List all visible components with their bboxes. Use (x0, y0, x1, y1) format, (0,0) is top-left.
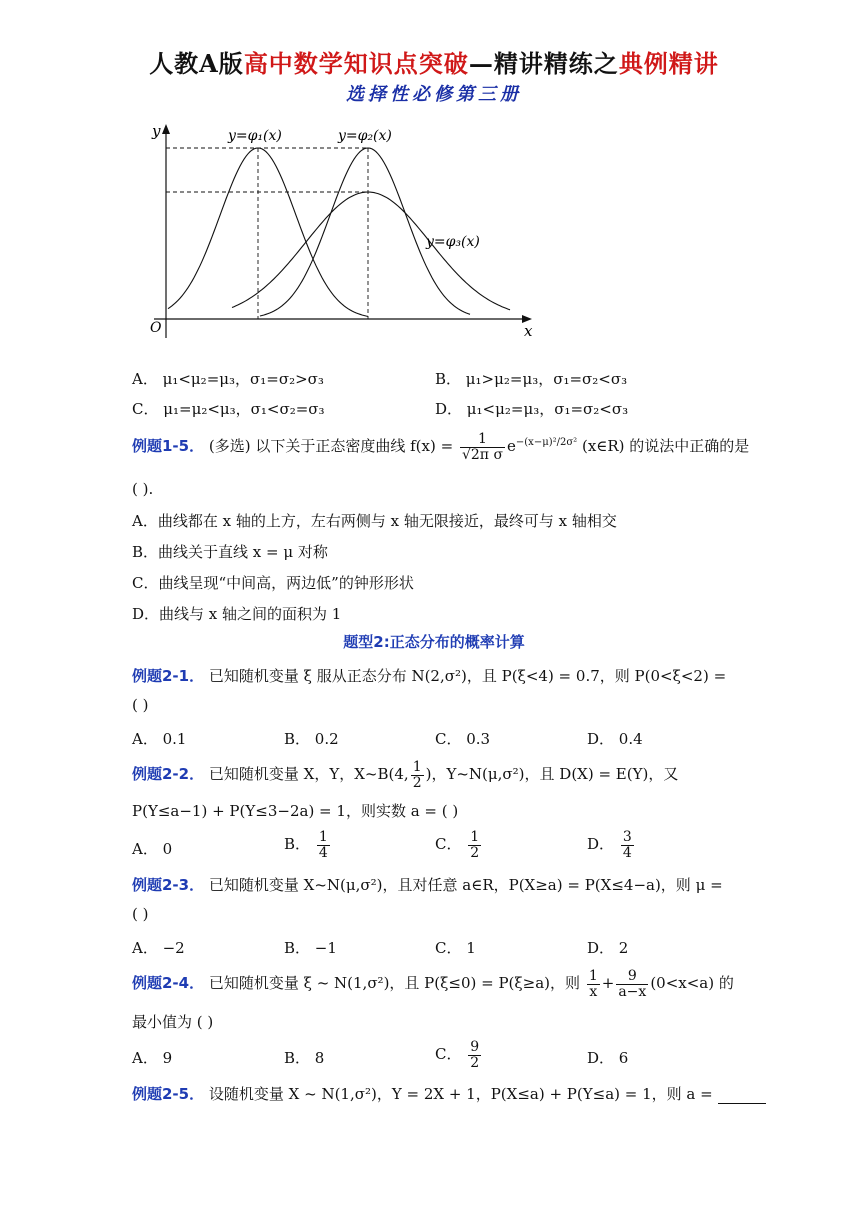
q14-option-b: B． μ₁>μ₂=μ₃，σ₁=σ₂<σ₃ (435, 370, 628, 388)
q14-option-a: A． μ₁<μ₂=μ₃，σ₁=σ₂>σ₃ (132, 370, 324, 388)
q24-option-d: D． 6 (587, 1049, 629, 1067)
header-part3: —精讲精练之 (468, 49, 619, 78)
q15-option-d: D．曲线与 x 轴之间的面积为 1 (132, 605, 342, 623)
q22-d-den: 4 (622, 844, 632, 861)
page-header (0, 44, 868, 79)
curve3-label: y=φ₃(x) (426, 234, 480, 250)
curve1-label: y=φ₁(x) (228, 128, 282, 144)
y-axis-label: y (152, 122, 161, 140)
q24-c-frac (468, 1040, 481, 1070)
x-axis-label: x (524, 322, 533, 340)
q22-option-c (435, 830, 483, 860)
q23-option-d: D． 2 (587, 939, 629, 957)
q25-label: 例题2-5． (132, 1085, 205, 1103)
q22-stem2: P(Y≤a−1) + P(Y≤3−2a) = 1，则实数 a = ( ) (132, 802, 459, 820)
q21-option-a: A． 0.1 (132, 730, 187, 748)
q22-d-prefix: D． (587, 835, 615, 854)
y-axis-arrow (162, 124, 170, 134)
q21-label: 例题2-1． (132, 667, 205, 685)
curve-phi3 (232, 192, 510, 310)
q15-frac-den: √2π σ (461, 446, 504, 463)
q22-option-b (284, 830, 332, 860)
q23-option-a: A． −2 (132, 939, 185, 957)
q22-option-a: A． 0 (132, 840, 173, 858)
q24-stem-b: (0<x<a) 的 (650, 974, 734, 993)
q24-frac1 (587, 969, 600, 999)
q22-c-num: 1 (470, 829, 480, 845)
q23-paren: ( ) (132, 905, 149, 923)
q24-f1-num: 1 (588, 968, 598, 984)
curve-phi2 (260, 148, 470, 316)
header-part1: 人教A版 (149, 49, 244, 78)
q24-stem2: 最小值为 ( ) (132, 1013, 214, 1031)
q15-option-c: C．曲线呈现“中间高，两边低”的钟形形状 (132, 574, 414, 592)
header-part4: 典例精讲 (618, 49, 719, 78)
q22-c-frac (468, 830, 481, 860)
q15-exp-base: e (507, 437, 516, 456)
q24-plus: + (601, 974, 615, 993)
q22-stem (132, 760, 678, 790)
q22-label: 例题2-2． (132, 765, 205, 784)
q15-stem-b: (x∈R) 的说法中正确的是 (581, 437, 750, 456)
q21-option-b: B． 0.2 (284, 730, 339, 748)
q15-option-b: B．曲线关于直线 x = μ 对称 (132, 543, 328, 561)
q24-c-num: 9 (470, 1039, 480, 1055)
q14-option-d: D． μ₁<μ₂=μ₃，σ₁=σ₂<σ₃ (435, 400, 629, 418)
q15-option-a: A．曲线都在 x 轴的上方，左右两侧与 x 轴无限接近，最终可与 x 轴相交 (132, 512, 617, 530)
q22-stem-a: 已知随机变量 X，Y，X~B(4, (208, 765, 409, 784)
q14-option-c: C． μ₁=μ₂<μ₃，σ₁<σ₂=σ₃ (132, 400, 325, 418)
q15-fraction (460, 432, 505, 462)
q22-fraction (411, 760, 424, 790)
q22-c-prefix: C． (435, 835, 462, 854)
q15-stem (132, 432, 749, 462)
header-part2: 高中数学知识点突破 (243, 49, 469, 78)
q22-frac-num: 1 (412, 759, 422, 775)
q24-f2-num: 9 (616, 969, 648, 985)
q21-option-c: C． 0.3 (435, 730, 491, 748)
q24-c-den: 2 (470, 1054, 480, 1071)
section-heading: 题型2:正态分布的概率计算 (343, 633, 525, 651)
q22-c-den: 2 (470, 844, 480, 861)
q24-stem (132, 969, 734, 999)
q22-d-num: 3 (622, 829, 632, 845)
origin-label: O (150, 320, 162, 336)
q15-exp-sup: −(x−μ)²/2σ² (515, 437, 578, 449)
q24-frac2 (616, 969, 648, 999)
q22-d-frac (621, 830, 634, 860)
q23-option-c: C． 1 (435, 939, 476, 957)
q22-frac-den: 2 (412, 774, 422, 791)
q15-frac-num: 1 (460, 432, 505, 448)
q15-paren: ( ). (132, 480, 154, 498)
q21-stem-text: 已知随机变量 ξ 服从正态分布 N(2,σ²)，且 P(ξ<4) = 0.7，则 P(0<ξ<2) = (208, 667, 727, 685)
q25-stem-text: 设随机变量 X ~ N(1,σ²)，Y = 2X + 1，P(X≤a) + P(Y≤a) = 1，则 a = (208, 1085, 713, 1103)
normal-curves-figure (140, 118, 540, 346)
q24-label: 例题2-4． (132, 974, 205, 993)
curve2-label: y=φ₂(x) (338, 128, 392, 144)
q22-b-den: 4 (318, 844, 328, 861)
q15-stem-a: (多选) 以下关于正态密度曲线 f(x) = (208, 437, 454, 456)
q15-label: 例题1-5． (132, 437, 205, 456)
q21-option-d: D． 0.4 (587, 730, 643, 748)
q22-b-num: 1 (318, 829, 328, 845)
q22-stem-b: )，Y~N(μ,σ²)，且 D(X) = E(Y)，又 (425, 765, 679, 784)
q25-stem (132, 1083, 766, 1104)
q22-option-d (587, 830, 636, 860)
q22-b-prefix: B． (284, 835, 311, 854)
q24-option-c (435, 1040, 483, 1070)
q24-c-prefix: C． (435, 1045, 462, 1064)
q24-f2-den: a−x (618, 983, 647, 1000)
q24-option-a: A． 9 (132, 1049, 173, 1067)
q24-option-b: B． 8 (284, 1049, 325, 1067)
q25-answer-blank[interactable] (718, 1089, 766, 1104)
q24-stem-a: 已知随机变量 ξ ~ N(1,σ²)，且 P(ξ≤0) = P(ξ≥a)，则 (208, 974, 581, 993)
q21-stem (132, 665, 726, 686)
curve-phi1 (168, 148, 368, 316)
q23-option-b: B． −1 (284, 939, 337, 957)
q24-f1-den: x (589, 983, 598, 1000)
q23-stem-text: 已知随机变量 X~N(μ,σ²)，且对任意 a∈R，P(X≥a) = P(X≤4−a)，则 μ = (208, 876, 723, 894)
q23-label: 例题2-3． (132, 876, 205, 894)
q22-b-frac (317, 830, 330, 860)
page-subtitle: 选择性必修第三册 (346, 84, 522, 105)
q23-stem (132, 874, 723, 895)
q21-paren: ( ) (132, 696, 149, 714)
